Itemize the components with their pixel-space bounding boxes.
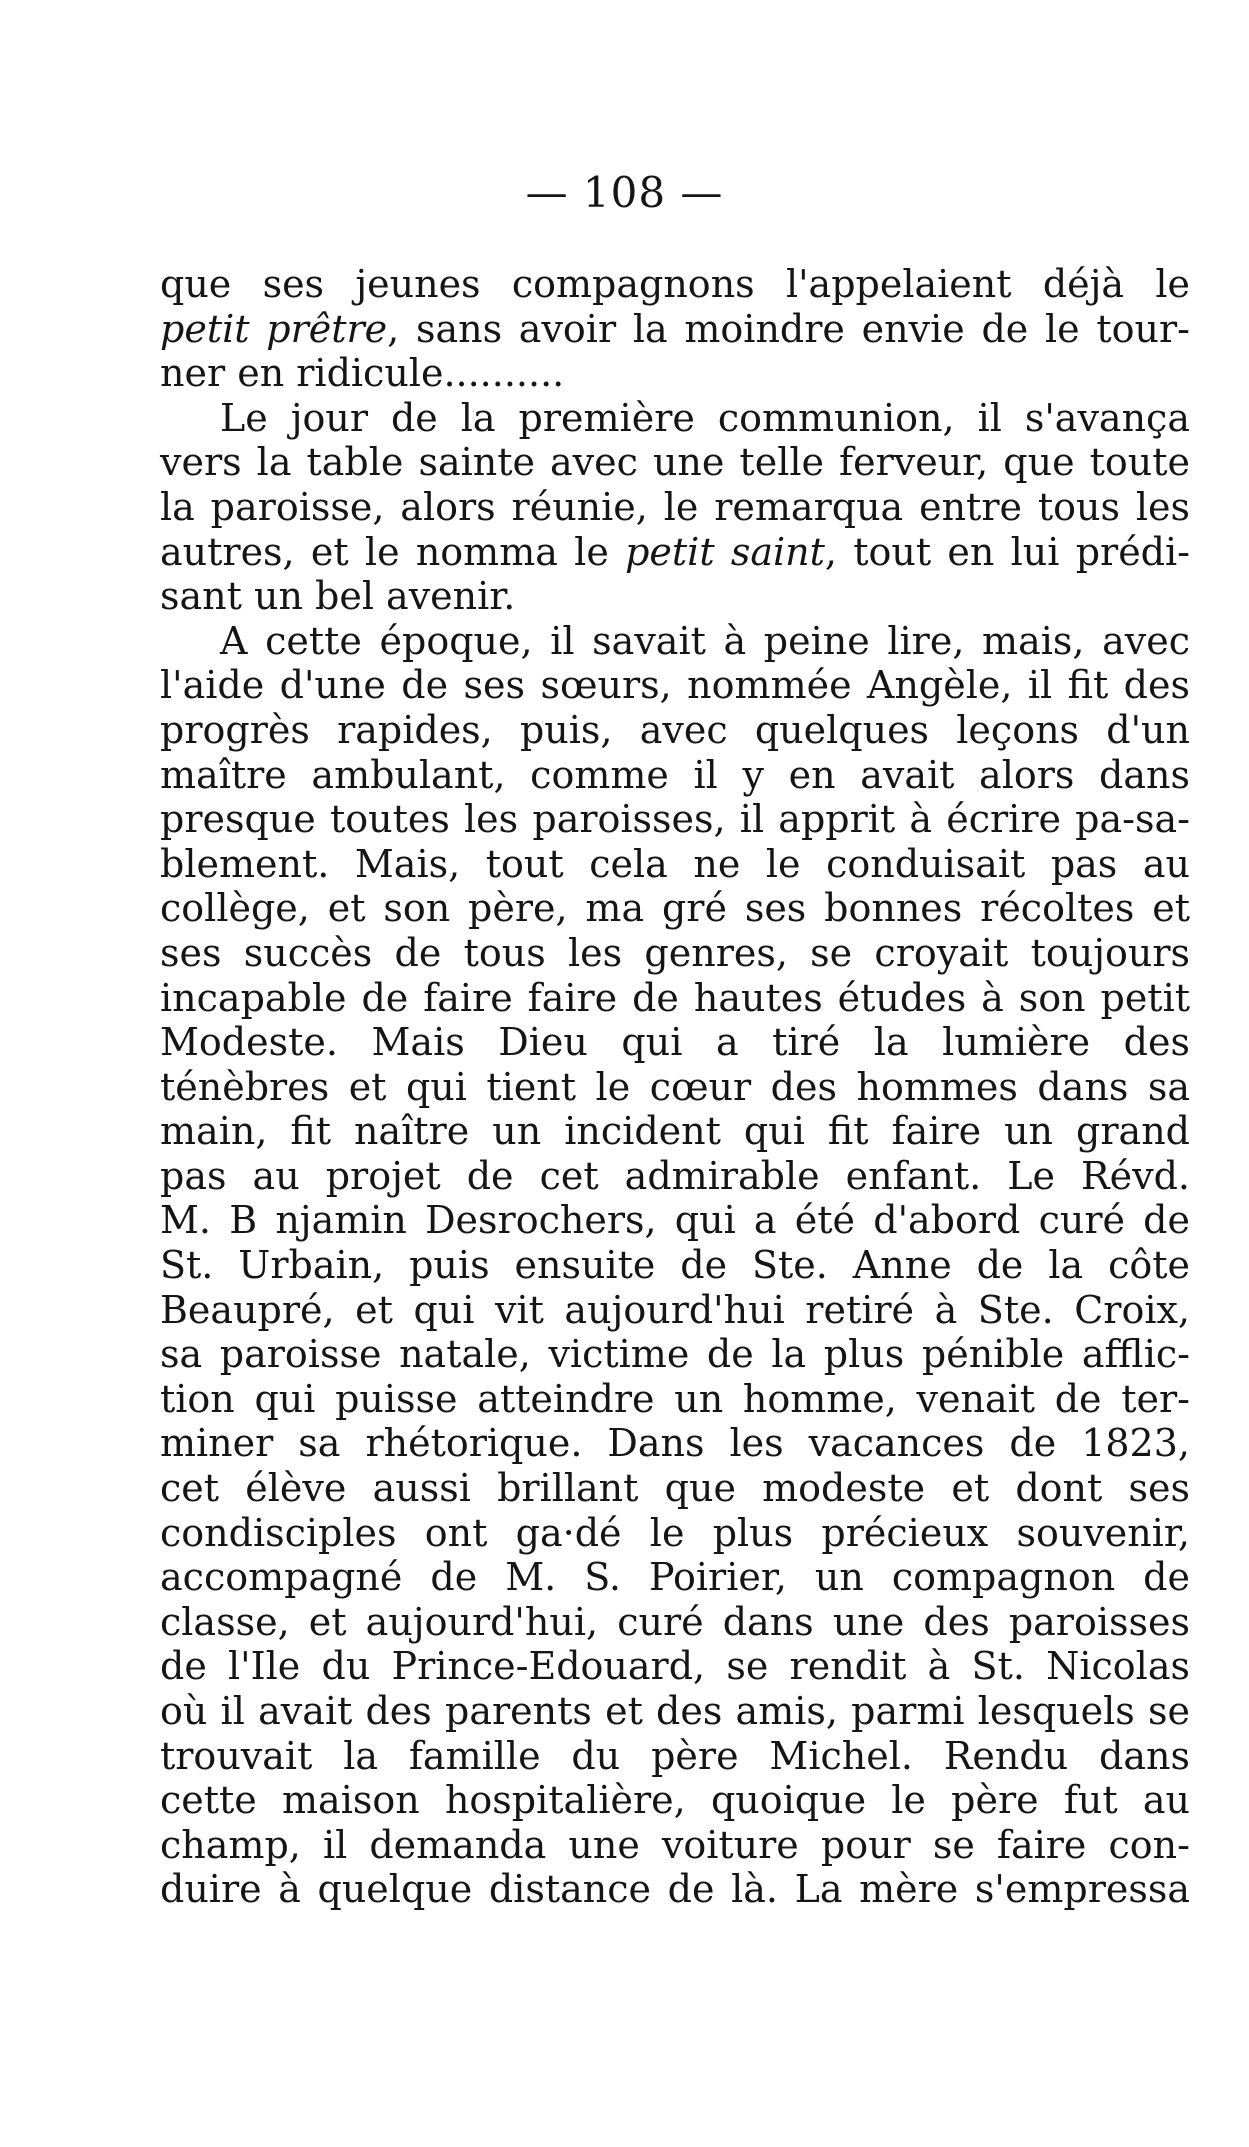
text-line [160, 485, 1190, 530]
text-segment: ner en ridicule.......... [160, 351, 565, 396]
text-segment: accompagné de M. S. Poirier, un compagnon de [160, 1555, 1190, 1600]
text-segment: tion qui puisse atteindre un homme, venait de ter- [160, 1376, 1190, 1421]
text-line [160, 307, 1190, 352]
text-segment: sant un bel avenir. [160, 574, 516, 619]
text-line [160, 1288, 1190, 1333]
text-line [160, 1555, 1190, 1600]
text-line [160, 619, 1190, 664]
text-line [160, 574, 1190, 619]
text-line [160, 886, 1190, 931]
text-line [160, 1644, 1190, 1689]
text-segment: main, fit naître un incident qui fit faire un grand [160, 1109, 1190, 1154]
text-line [160, 1332, 1190, 1377]
text-segment: Modeste. Mais Dieu qui a tiré la lumière des [160, 1020, 1190, 1065]
text-segment: sa paroisse natale, victime de la plus pénible afflic- [160, 1332, 1190, 1377]
text-segment: , tout en lui prédi- [824, 529, 1190, 574]
text-line [160, 1466, 1190, 1511]
text-line [160, 842, 1190, 887]
text-line [160, 1421, 1190, 1466]
text-line [160, 1600, 1190, 1645]
text-segment: Beaupré, et qui vit aujourd'hui retiré à Ste. Croix, [160, 1287, 1190, 1332]
text-line [160, 1778, 1190, 1823]
text-line [160, 931, 1190, 976]
text-line [160, 1065, 1190, 1110]
italic-phrase: petit prêtre [160, 306, 388, 351]
text-segment: autres, et le nomma le [160, 529, 626, 574]
text-segment: M. B njamin Desrochers, qui a été d'abord curé de [160, 1198, 1190, 1243]
text-line [160, 1867, 1190, 1912]
text-line [160, 1689, 1190, 1734]
text-line [160, 1823, 1190, 1868]
text-line [160, 1734, 1190, 1779]
text-line [160, 1198, 1190, 1243]
text-line [160, 1377, 1190, 1422]
text-segment: cette maison hospitalière, quoique le père fut au [160, 1778, 1190, 1823]
text-segment: incapable de faire faire de hautes études à son petit [160, 975, 1190, 1020]
text-line [160, 1020, 1190, 1065]
text-line [160, 753, 1190, 798]
text-segment: vers la table sainte avec une telle ferveur, que toute [160, 440, 1190, 485]
text-segment: collège, et son père, ma gré ses bonnes récoltes et [160, 886, 1190, 931]
text-segment: champ, il demanda une voiture pour se faire con- [160, 1822, 1190, 1867]
text-line [160, 1154, 1190, 1199]
text-segment: cet élève aussi brillant que modeste et dont ses [160, 1466, 1190, 1511]
text-segment: la paroisse, alors réunie, le remarqua entre tous les [160, 484, 1190, 529]
text-line [160, 663, 1190, 708]
text-segment: où il avait des parents et des amis, parmi lesquels se [160, 1689, 1190, 1733]
text-segment: presque toutes les paroisses, il apprit à écrire pa-sa- [160, 797, 1190, 842]
text-segment: , sans avoir la moindre envie de le tour- [387, 306, 1190, 351]
text-line [160, 1109, 1190, 1154]
text-segment: miner sa rhétorique. Dans les vacances de 1823, [160, 1421, 1190, 1466]
italic-phrase: petit saint [625, 529, 825, 574]
text-segment: blement. Mais, tout cela ne le conduisait pas au [160, 841, 1190, 886]
text-line [160, 396, 1190, 441]
text-segment: condisciples ont ga·dé le plus précieux souvenir, [160, 1510, 1190, 1555]
text-segment: progrès rapides, puis, avec quelques leçons d'un [160, 707, 1190, 752]
text-segment: ténèbres et qui tient le cœur des hommes dans sa [160, 1064, 1190, 1109]
text-line [160, 440, 1190, 485]
text-segment: que ses jeunes compagnons l'appelaient déjà le [160, 262, 1190, 306]
text-segment: classe, et aujourd'hui, curé dans une des paroisses [160, 1599, 1190, 1644]
page-number: — 108 — [525, 168, 724, 217]
text-segment: maître ambulant, comme il y en avait alors dans [160, 752, 1190, 797]
text-segment: trouvait la famille du père Michel. Rendu dans [160, 1733, 1190, 1778]
text-segment: pas au projet de cet admirable enfant. Le Révd. [160, 1153, 1190, 1198]
text-segment: l'aide d'une de ses sœurs, nommée Angèle, il fit des [160, 663, 1190, 708]
text-line [160, 262, 1190, 307]
text-line [160, 797, 1190, 842]
text-line [160, 1511, 1190, 1556]
text-segment: de l'Ile du Prince-Edouard, se rendit à St. Nicolas [160, 1644, 1190, 1689]
text-line [160, 976, 1190, 1021]
text-line [160, 708, 1190, 753]
text-segment: ses succès de tous les genres, se croyait toujours [160, 930, 1190, 975]
text-line [160, 351, 1190, 396]
text-line [160, 530, 1190, 575]
text-segment: St. Urbain, puis ensuite de Ste. Anne de la côte [160, 1243, 1190, 1288]
body-text [160, 262, 1190, 1912]
text-line [160, 1243, 1190, 1288]
text-segment: A cette époque, il savait à peine lire, mais, avec [220, 618, 1190, 663]
text-segment: duire à quelque distance de là. La mère s'empressa [160, 1867, 1190, 1912]
text-segment: Le jour de la première communion, il s'avança [220, 395, 1190, 440]
